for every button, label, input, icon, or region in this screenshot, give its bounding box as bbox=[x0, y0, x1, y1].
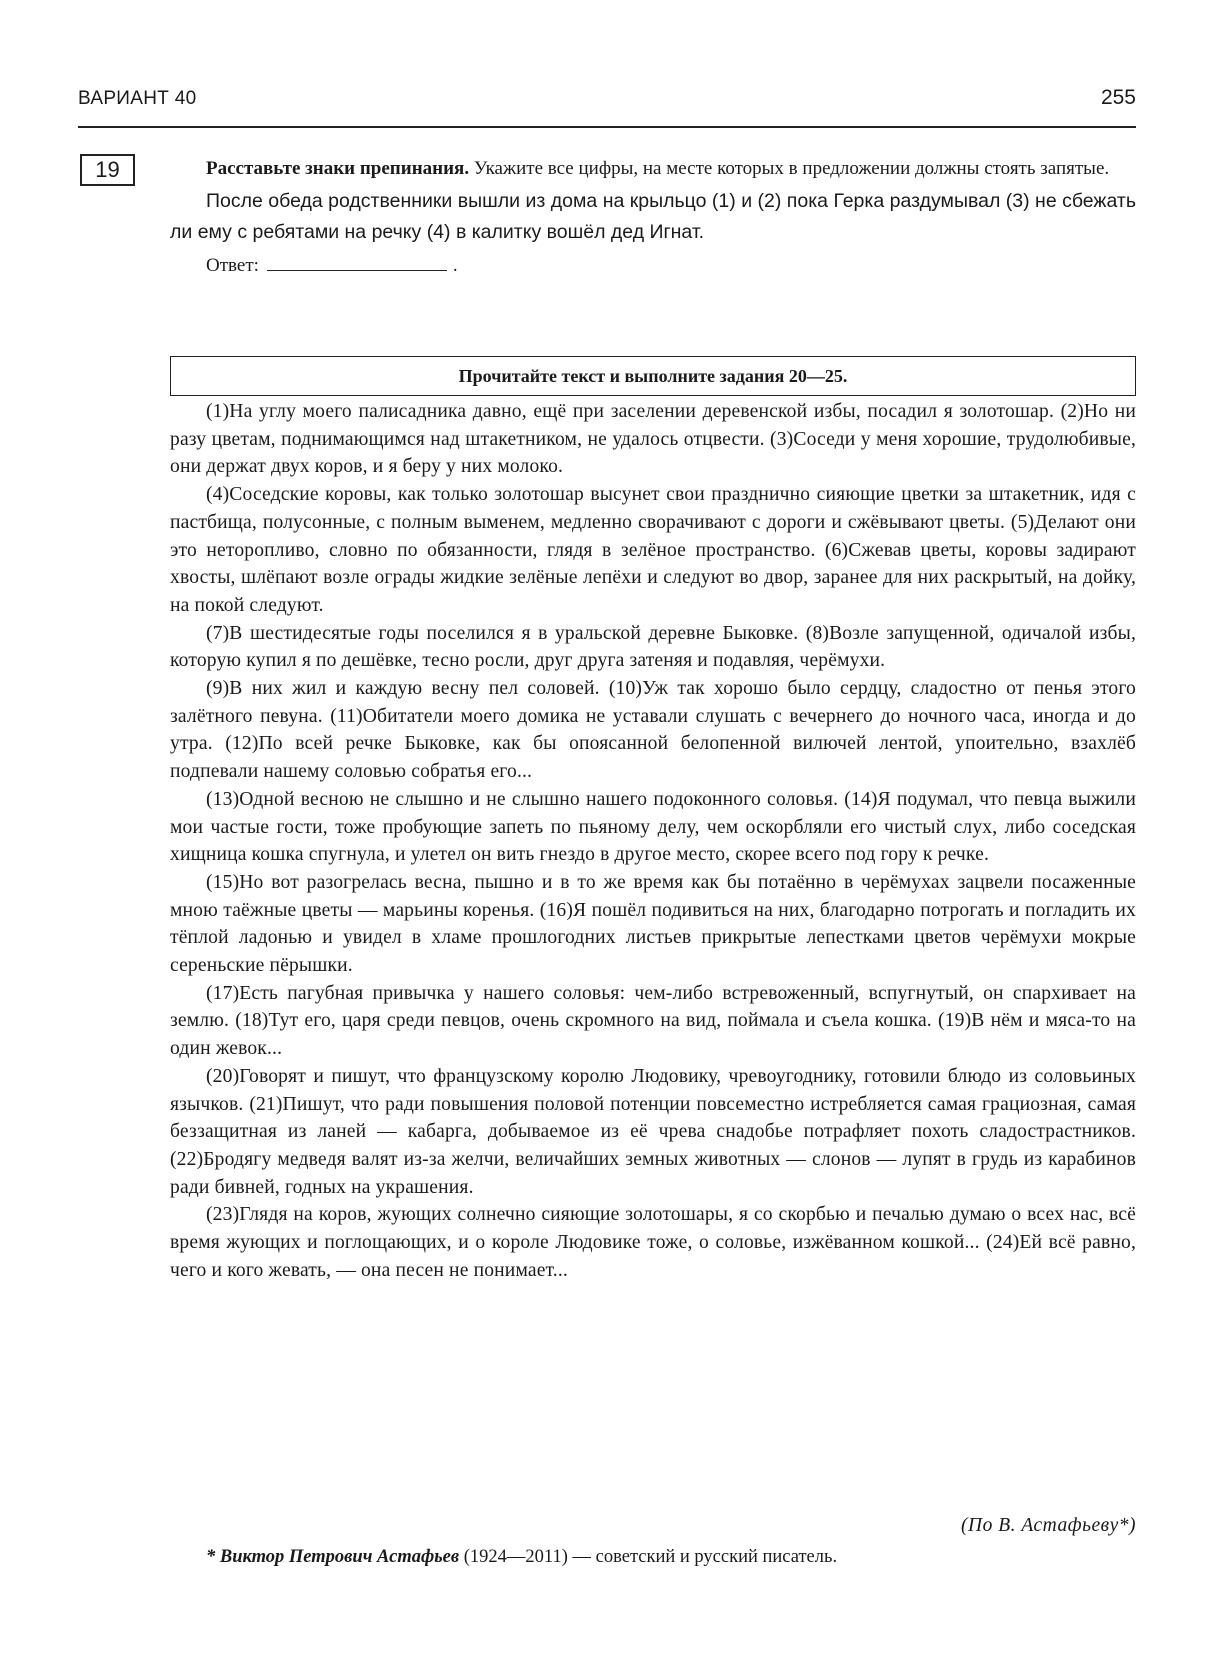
text-paragraph: (13)Одной весною не слышно и не слышно нашего подоконного соловья. (14)Я подумал, что певца выжили мои частые гости, тоже пробующие запеть по пьяному делу, чем оскорбляли его чистый слух, либо соседская хищница кошка спугнула, и улетел он вить гнездо в другое место, скорее всего под гору к речке. bbox=[170, 788, 1136, 866]
answer-input-line[interactable] bbox=[267, 256, 447, 271]
task-19 bbox=[170, 155, 1136, 279]
page-number: 255 bbox=[1100, 86, 1136, 109]
answer-label: Ответ: bbox=[206, 255, 259, 276]
text-paragraph: (15)Но вот разогрелась весна, пышно и в то же время как бы потаённо в черёмухах зацвели посаженные мною таёжные цветы — марьины коренья. (16)Я пошёл подивиться на них, благодарно потрогать и погладить их тёплой ладонью и увидел в хламе прошлогодних листьев прикрытые лепестками цветов черёмухи мокрые сереньские пёрышки. bbox=[170, 871, 1136, 977]
variant-title: ВАРИАНТ 40 bbox=[78, 88, 197, 109]
footnote-text: (1924—2011) — советский и русский писатель. bbox=[459, 1547, 838, 1567]
footnote bbox=[206, 1547, 1136, 1568]
reading-text bbox=[170, 398, 1136, 1285]
task-number-box: 19 bbox=[80, 154, 135, 186]
answer-row bbox=[170, 252, 1136, 279]
task-instruction-bold: Расставьте знаки препинания. bbox=[206, 158, 470, 179]
task-sentence: После обеда родственники вышли из дома на крыльцо (1) и (2) пока Герка раздумывал (3) не сбежать ли ему с ребятами на речку (4) в калитку вошёл дед Игнат. bbox=[170, 190, 1136, 243]
text-paragraph: (4)Соседские коровы, как только золотошар высунет свои празднично сияющие цветки за штакетник, идя с пастбища, полусонные, с полным выменем, медленно сворачивают с дороги и сжёвывают цветы. (5)Делают они это неторопливо, словно по обязанности, глядя в зелёное пространство. (6)Сжевав цветы, коровы задирают хвосты, шлёпают возле ограды жидкие зелёные лепёхи и следуют во двор, заранее для них раскрытый, на дойку, на покой следуют. bbox=[170, 484, 1136, 616]
footnote-author: * Виктор Петрович Астафьев bbox=[206, 1547, 460, 1567]
task-instruction-rest: Укажите все цифры, на месте которых в предложении должны стоять запятые. bbox=[469, 158, 1110, 179]
text-paragraph: (17)Есть пагубная привычка у нашего соловья: чем-либо встревоженный, вспугнутый, он спархивает на землю. (18)Тут его, царя среди певцов, очень скромного на вид, поймала и съела кошка. (19)В нём и мяса-то на один жевок... bbox=[170, 982, 1136, 1060]
answer-end: . bbox=[452, 255, 458, 276]
text-paragraph: (7)В шестидесятые годы поселился я в уральской деревне Быковке. (8)Возле запущенной, одичалой избы, которую купил я по дешёвке, тесно росли, друг друга затеняя и подавляя, черёмухи. bbox=[170, 622, 1136, 672]
page-header bbox=[78, 88, 1136, 128]
text-paragraph: (1)На углу моего палисадника давно, ещё при заселении деревенской избы, посадил я золотошар. (2)Но ни разу цветам, поднимающимся над штакетником, не удалось отцвести. (3)Соседи у меня хорошие, трудолюбивые, они держат двух коров, и я беру у них молоко. bbox=[170, 401, 1136, 478]
task-instruction bbox=[170, 155, 1136, 182]
text-paragraph: (20)Говорят и пишут, что французскому королю Людовику, чревоугоднику, готовили блюдо из соловьиных язычков. (21)Пишут, что ради повышения половой потенции повсеместно истребляется самая грациозная, самая беззащитная из ланей — кабарга, добываемое из её чрева снадобье потрафляет похоть сладострастников. (22)Бродягу медведя валят из-за желчи, величайших земных животных — слонов — лупят в грудь из карабинов ради бивней, годных на украшения. bbox=[170, 1065, 1136, 1198]
text-paragraph: (9)В них жил и каждую весну пел соловей. (10)Уж так хорошо было сердцу, сладостно от пенья этого залётного певуна. (11)Обитатели моего домика не уставали слушать с вечернего до ночного часа, иногда и до утра. (12)По всей речке Быковке, как бы опоясанной белопенной вилючей лентой, упоительно, взахлёб подпевали нашему соловью собратья его... bbox=[170, 678, 1136, 783]
text-source: (По В. Астафьеву*) bbox=[961, 1515, 1136, 1536]
read-text-box: Прочитайте текст и выполните задания 20—25. bbox=[170, 356, 1136, 396]
text-paragraph: (23)Глядя на коров, жующих солнечно сияющие золотошары, я со скорбью и печалью думаю о всех нас, всё время жующих и поглощающих, и о короле Людовике тоже, о соловье, изжёванном кошкой... (24)Ей всё равно, чего и кого жевать, — она песен не понимает... bbox=[170, 1204, 1136, 1281]
